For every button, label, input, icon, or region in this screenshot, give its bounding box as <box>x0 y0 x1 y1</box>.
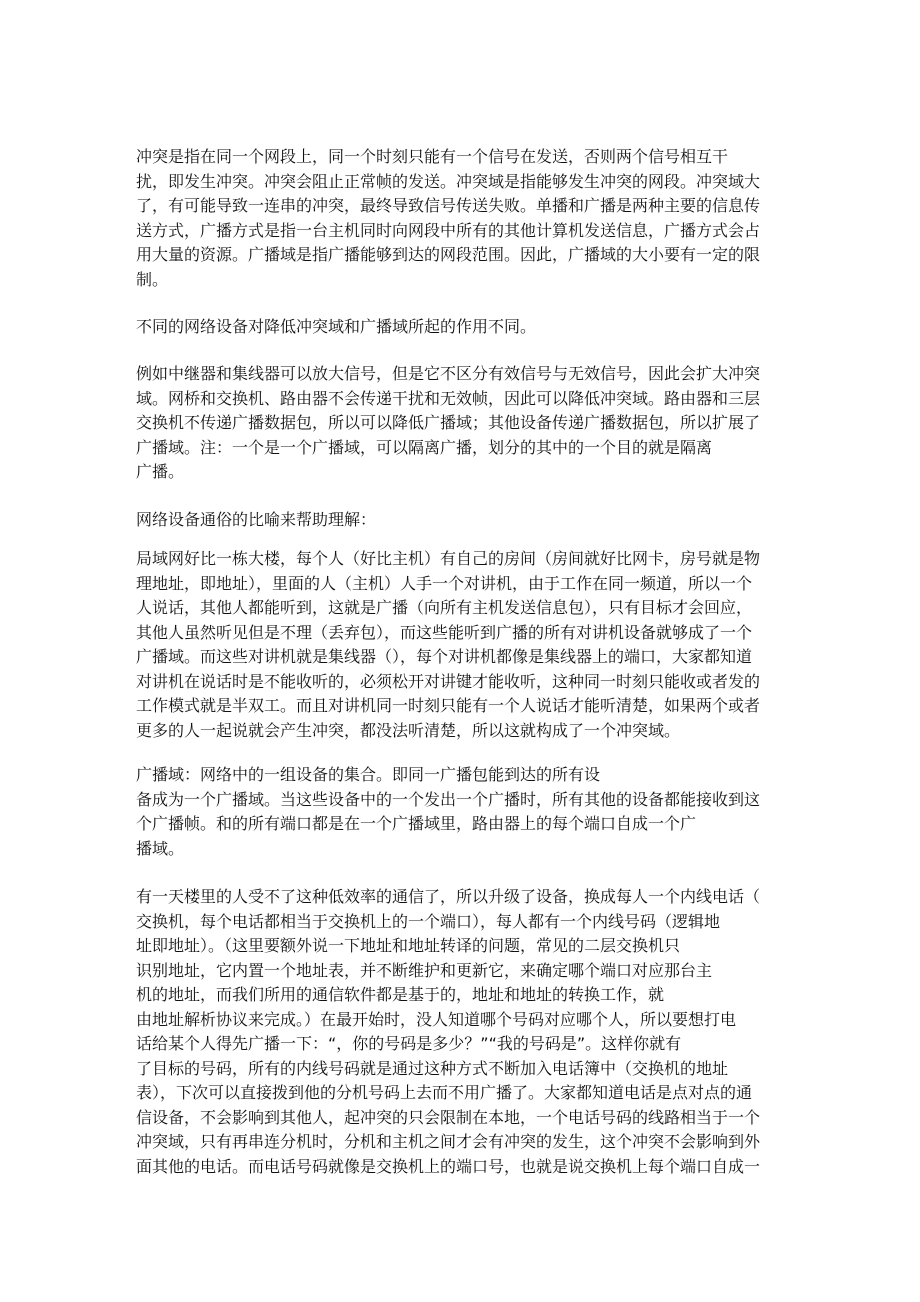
text-line: 域。网桥和交换机、路由器不会传递干扰和无效帧，因此可以降低冲突域。路由器和三层 <box>136 388 761 408</box>
paragraph-collision-definition <box>136 145 796 292</box>
text-line: 了，有可能导致一连串的冲突，最终导致信号传送失败。单播和广播是两种主要的信息传 <box>136 196 761 215</box>
text-line: 面其他的电话。而电话号码就像是交换机上的端口号，也就是说交换机上每个端口自成一 <box>136 1156 761 1176</box>
text-line: 人说话，其他人都能听到，这就是广播（向所有主机发送信息包），只有目标才会回应， <box>136 598 753 617</box>
text-line: 冲突域，只有再串连分机时，分机和主机之间才会有冲突的发生，这个冲突不会影响到外 <box>136 1132 761 1151</box>
text-line: 局域网好比一栋大楼，每个人（好比主机）有自己的房间（房间就好比网卡，房号就是物 <box>136 549 761 568</box>
text-line: 制。 <box>136 269 169 289</box>
text-line: 播域。 <box>136 838 185 858</box>
text-line: 由地址解析协议来完成。）在最开始时，没人知道哪个号码对应哪个人，所以要想打电 <box>136 1009 737 1029</box>
paragraph-building-analogy <box>136 547 796 743</box>
paragraph-repeater-hub <box>136 362 796 485</box>
text-line: 对讲机在说话时是不能收听的，必须松开对讲键才能收听，这种同一时刻只能收或者发的 <box>136 671 761 691</box>
text-line: 理地址，即地址），里面的人（主机）人手一个对讲机，由于工作在同一频道，所以一个 <box>136 573 753 593</box>
paragraph-broadcast-domain <box>136 763 796 861</box>
text-line: 广播域：网络中的一组设备的集合。即同一广播包能到达的所有设 <box>136 765 601 784</box>
text-line: 广播域。注：一个是一个广播域，可以隔离广播，划分的其中的一个目的就是隔离 <box>136 437 713 457</box>
text-line: 址即地址）。（这里要额外说一下地址和地址转译的问题，常见的二层交换机只 <box>136 936 681 955</box>
text-line: 机的地址，而我们所用的通信软件都是基于的，地址和地址的转换工作，就 <box>136 985 665 1004</box>
text-line: 交换机不传递广播数据包，所以可以降低广播域；其他设备传递广播数据包，所以扩展了 <box>136 413 761 432</box>
paragraph-analogy-intro <box>136 508 796 533</box>
text-line: 识别地址，它内置一个地址表，并不断维护和更新它，来确定哪个端口对应那台主 <box>136 960 713 980</box>
text-line: 信设备，不会影响到其他人，起冲突的只会限制在本地，一个电话号码的线路相当于一个 <box>136 1107 761 1127</box>
text-line: 工作模式就是半双工。而且对讲机同一时刻只能有一个人说话才能听清楚，如果两个或者 <box>136 696 761 715</box>
text-line: 备成为一个广播域。当这些设备中的一个发出一个广播时，所有其他的设备都能接收到这 <box>136 789 761 809</box>
text-line: 了目标的号码，所有的内线号码就是通过这种方式不断加入电话簿中（交换机的地址 <box>136 1058 729 1078</box>
paragraph-device-roles <box>136 315 796 340</box>
text-line: 扰，即发生冲突。冲突会阻止正常帧的发送。冲突域是指能够发生冲突的网段。冲突域大 <box>136 171 761 191</box>
text-line: 广播。 <box>136 462 185 481</box>
text-line: 用大量的资源。广播域是指广播能够到达的网段范围。因此，广播域的大小要有一定的限 <box>136 245 761 264</box>
text-line: 冲突是指在同一个网段上，同一个时刻只能有一个信号在发送，否则两个信号相互干 <box>136 147 729 166</box>
paragraph-switch-analogy <box>136 885 796 1179</box>
text-line: 送方式，广播方式是指一台主机同时向网段中所有的其他计算机发送信息，广播方式会占 <box>136 220 761 240</box>
text-line: 不同的网络设备对降低冲突域和广播域所起的作用不同。 <box>136 317 537 336</box>
text-line: 有一天楼里的人受不了这种低效率的通信了，所以升级了设备，换成每人一个内线电话（ <box>136 887 761 906</box>
text-line: 交换机，每个电话都相当于交换机上的一个端口），每人都有一个内线号码（逻辑地 <box>136 911 721 931</box>
text-line: 其他人虽然听见但是不理（丢弃包），而这些能听到广播的所有对讲机设备就够成了一个 <box>136 622 753 642</box>
text-line: 广播域。而这些对讲机就是集线器（），每个对讲机都像是集线器上的端口，大家都知道 <box>136 647 753 666</box>
text-line: 个广播帧。和的所有端口都是在一个广播域里，路由器上的每个端口自成一个广 <box>136 814 697 833</box>
text-line: 更多的人一起说就会产生冲突，都没法听清楚，所以这就构成了一个冲突域。 <box>136 720 681 740</box>
text-line: 表），下次可以直接拨到他的分机号码上去而不用广播了。大家都知道电话是点对点的通 <box>136 1083 753 1102</box>
text-line: 话给某个人得先广播一下：“，你的号码是多少？”“我的号码是”。这样你就有 <box>136 1034 682 1053</box>
text-line: 例如中继器和集线器可以放大信号，但是它不区分有效信号与无效信号，因此会扩大冲突 <box>136 364 761 383</box>
text-line: 网络设备通俗的比喻来帮助理解： <box>136 510 377 529</box>
